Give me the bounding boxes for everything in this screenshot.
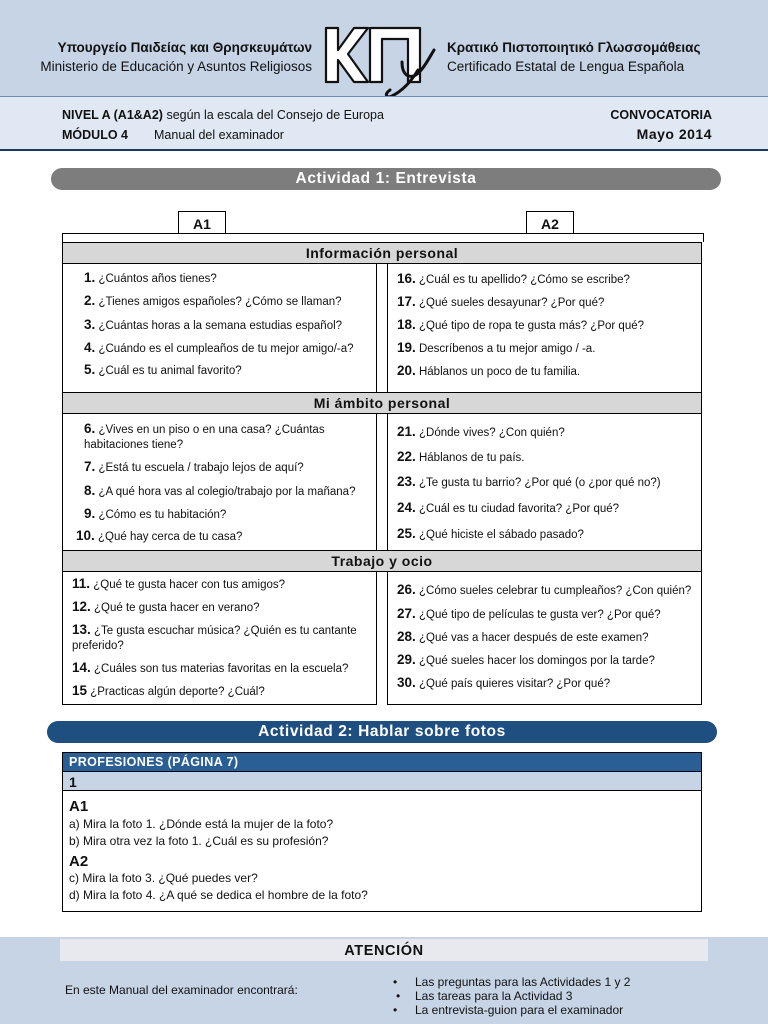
section-header-mi-ambito: Mi ámbito personal [62,392,702,414]
question-item: 21. ¿Dónde vives? ¿Con quién? [397,424,565,439]
task-item: c) Mira la foto 3. ¿Qué puedes ver? [69,871,258,885]
ministry-spanish: Ministerio de Educación y Asuntos Religiosos [40,59,312,74]
level-a2-tab: A2 [526,211,574,234]
question-item: 2. ¿Tienes amigos españoles? ¿Cómo se llaman? [84,293,342,308]
question-item: 4. ¿Cuándo es el cumpleaños de tu mejor amigo/-a? [84,340,354,355]
question-item: 24. ¿Cuál es tu ciudad favorita? ¿Por qué? [397,500,620,515]
question-item: 19. Descríbenos a tu mejor amigo / -a. [397,340,596,355]
section-header-info-personal: Información personal [62,242,702,264]
question-item: 29. ¿Qué sueles hacer los domingos por la tarde? [397,652,655,667]
atencion-intro: En este Manual del examinador encontrará: [65,983,298,997]
question-item: 6. ¿Vives en un piso o en una casa? ¿Cuántas habitaciones tiene? [84,421,325,451]
question-item: 25. ¿Qué hiciste el sábado pasado? [397,526,584,541]
question-item: 3. ¿Cuántas horas a la semana estudias español? [84,317,343,332]
actividad1-title: Actividad 1: Entrevista [51,168,721,190]
question-item: 14. ¿Cuáles son tus materias favoritas en la escuela? [72,660,349,675]
question-item: 27. ¿Qué tipo de películas te gusta ver? ¿Por qué? [397,606,661,621]
question-item: 26. ¿Cómo sueles celebrar tu cumpleaños? ¿Con quién? [397,582,692,597]
bullet-icon: • [393,1003,398,1017]
question-item: 23. ¿Te gusta tu barrio? ¿Por qué (o ¿por qué no?) [397,474,661,489]
question-item: 18. ¿Qué tipo de ropa te gusta más? ¿Por qué? [397,317,645,332]
atencion-item: La entrevista-guion para el examinador [415,1003,624,1017]
a2-label: A2 [69,853,89,870]
bullet-icon: • [393,975,398,989]
nivel-text: según la escala del Consejo de Europa [166,108,384,122]
question-item: 16. ¿Cuál es tu apellido? ¿Cómo se escribe? [397,271,630,286]
bullet-icon: • [396,989,401,1003]
task-item: a) Mira la foto 1. ¿Dónde está la mujer de la foto? [69,817,334,831]
question-item: 20. Háblanos un poco de tu familia. [397,363,581,378]
question-item: 10. ¿Qué hay cerca de tu casa? [76,528,243,543]
question-item: 22. Háblanos de tu país. [397,449,525,464]
atencion-item: Las tareas para la Actividad 3 [415,989,573,1003]
profesiones-topic: PROFESIONES (PÁGINA 7) [63,753,701,771]
question-item: 15 ¿Practicas algún deporte? ¿Cuál? [72,683,265,698]
a1-label: A1 [69,798,89,815]
question-item: 5. ¿Cuál es tu animal favorito? [84,362,242,377]
question-item: 17. ¿Qué sueles desayunar? ¿Por qué? [397,294,605,309]
nivel-label: NIVEL A (A1&A2) [62,108,163,122]
question-item: 11. ¿Qué te gusta hacer con tus amigos? [72,576,286,591]
task-number: 1 [63,771,701,791]
question-item: 1. ¿Cuántos años tienes? [84,270,217,285]
atencion-item: Las preguntas para las Actividades 1 y 2 [415,975,631,989]
atencion-title: ATENCIÓN [60,939,708,961]
question-item: 7. ¿Está tu escuela / trabajo lejos de aquí? [84,459,304,474]
ministry-greek: Υπουργείο Παιδείας και Θρησκευμάτων [57,40,312,55]
question-item: 28. ¿Qué vas a hacer después de este examen? [397,629,649,644]
level-a1-tab: A1 [178,211,226,234]
question-item: 8. ¿A qué hora vas al colegio/trabajo por la mañana? [84,483,356,498]
cert-spanish: Certificado Estatal de Lengua Española [447,59,685,74]
question-item: 9. ¿Cómo es tu habitación? [84,506,227,521]
actividad2-title: Actividad 2: Hablar sobre fotos [47,721,717,743]
table-top-frame [62,233,704,242]
task-item: b) Mira otra vez la foto 1. ¿Cuál es su profesión? [69,834,329,848]
modulo-text: Manual del examinador [154,128,284,142]
question-item: 13. ¿Te gusta escuchar música? ¿Quién es tu cantante preferido? [72,622,357,652]
section-header-trabajo-ocio: Trabajo y ocio [62,550,702,572]
profesiones-box [62,752,702,912]
convocatoria-date: Mayo 2014 [636,126,712,142]
question-item: 30. ¿Qué país quieres visitar? ¿Por qué? [397,675,611,690]
convocatoria-label: CONVOCATORIA [610,108,712,122]
modulo-label: MÓDULO 4 [62,128,128,142]
question-item: 12. ¿Qué te gusta hacer en verano? [72,599,260,614]
task-item: d) Mira la foto 4. ¿A qué se dedica el hombre de la foto? [69,888,368,902]
subheader [0,96,768,151]
cert-greek: Κρατικό Πιστοποιητικό Γλωσσομάθειας [447,40,701,55]
kpg-logo [318,20,440,100]
